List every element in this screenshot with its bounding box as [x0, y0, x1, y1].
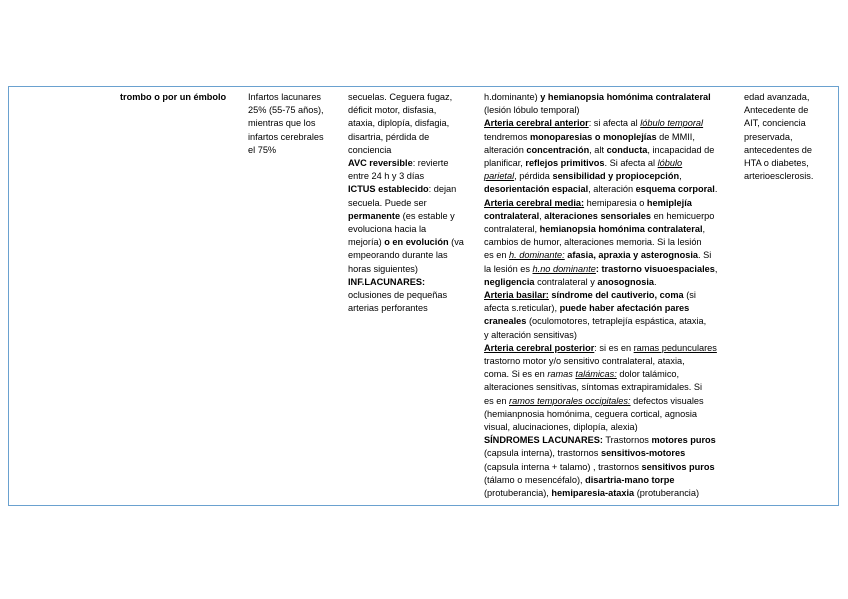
- cell-text: tendremos monoparesias o monoplejías de MMII,: [484, 131, 695, 142]
- cell-text: Antecedente de: [744, 105, 809, 116]
- cell-text: entre 24 h y 3 días: [348, 171, 425, 182]
- cell-text: Arteria cerebral posterior: si es en ramas pedunculares: [484, 342, 717, 353]
- cell-text: secuela. Puede ser: [348, 197, 427, 208]
- cell-text: afecta s.reticular), puede haber afectación pares: [484, 303, 690, 314]
- cell-text: el 75%: [248, 144, 277, 155]
- cell-text: edad avanzada,: [744, 92, 810, 102]
- cell-text: (protuberancia), hemiparesia-ataxia (protuberancia): [484, 488, 700, 499]
- cell-text: mientras que los: [248, 118, 316, 129]
- column-2: [248, 91, 342, 157]
- cell-text: Arteria basilar: síndrome del cautiverio, coma (si: [484, 290, 696, 301]
- cell-text: (lesión lóbulo temporal): [484, 105, 580, 116]
- cell-text: es en ramos temporales occipitales: defectos visuales: [484, 395, 704, 406]
- cell-text: la lesión es h.no dominante: trastorno visuoespaciales,: [484, 263, 718, 274]
- cell-text: es en h. dominante: afasia, apraxia y asterognosia. Si: [484, 250, 712, 261]
- cell-text: arterioesclerosis.: [744, 171, 814, 182]
- cell-text: desorientación espacial, alteración esquema corporal.: [484, 184, 718, 195]
- column-4: [484, 91, 746, 500]
- cell-text: (hemianpnosia homónima, ceguera cortical, agnosia: [484, 408, 697, 419]
- cell-text: contralateral, hemianopsia homónima contralateral,: [484, 224, 706, 235]
- cell-text: SÍNDROMES LACUNARES: Trastornos motores puros: [484, 435, 716, 446]
- cell-text: coma. Si es en ramas talámicas: dolor talámico,: [484, 369, 680, 380]
- cell-text: INF.LACUNARES:: [348, 276, 426, 287]
- cell-text: déficit motor, disfasia,: [348, 105, 437, 116]
- cell-text: planificar, reflejos primitivos. Si afecta al lóbulo: [484, 158, 683, 169]
- cell-text: ataxia, diplopía, disfagia,: [348, 118, 450, 129]
- cell-text: Arteria cerebral anterior: si afecta al lóbulo temporal: [484, 118, 704, 129]
- cell-text: infartos cerebrales: [248, 131, 324, 142]
- cell-text: cambios de humor, alteraciones memoria. Si la lesión: [484, 237, 702, 248]
- cell-text: preservada,: [744, 131, 793, 142]
- cell-text: trastorno motor y/o sensitivo contralateral, ataxia,: [484, 356, 685, 367]
- cell-text: arterias perforantes: [348, 303, 428, 314]
- cell-text: 25% (55-75 años),: [248, 105, 324, 116]
- cell-text: h.dominante) y hemianopsia homónima contralateral: [484, 92, 711, 102]
- cell-text: Infartos lacunares: [248, 92, 322, 102]
- cell-text: horas siguientes): [348, 263, 418, 274]
- cell-text: AIT, conciencia: [744, 118, 806, 129]
- cell-text: empeorando durante las: [348, 250, 448, 261]
- column-1: [120, 91, 248, 104]
- cell-text: HTA o diabetes,: [744, 158, 809, 169]
- cell-text: AVC reversible: revierte: [348, 158, 449, 169]
- column-3: [348, 91, 481, 315]
- cell-text: trombo o por un émbolo: [120, 92, 227, 102]
- cell-text: evoluciona hacia la: [348, 224, 427, 235]
- cell-text: parietal, pérdida sensibilidad y propiocepción,: [484, 171, 682, 182]
- cell-text: permanente (es estable y: [348, 210, 455, 221]
- cell-text: oclusiones de pequeñas: [348, 290, 448, 301]
- cell-text: disartria, pérdida de: [348, 131, 430, 142]
- content-table: [8, 86, 839, 506]
- cell-text: secuelas. Ceguera fugaz,: [348, 92, 453, 102]
- cell-text: alteración concentración, alt conducta, incapacidad de: [484, 144, 715, 155]
- cell-text: antecedentes de: [744, 144, 812, 155]
- cell-text: craneales (oculomotores, tetraplejía espástica, ataxia,: [484, 316, 707, 327]
- cell-text: (tálamo o mesencéfalo), disartria-mano torpe: [484, 474, 675, 485]
- cell-text: mejoría) o en evolución (va: [348, 237, 464, 248]
- cell-text: conciencia: [348, 144, 392, 155]
- cell-text: (capsula interna), trastornos sensitivos-motores: [484, 448, 686, 459]
- cell-text: alteraciones sensitivas, síntomas extrapiramidales. Si: [484, 382, 703, 393]
- cell-text: contralateral, alteraciones sensoriales en hemicuerpo: [484, 210, 715, 221]
- column-5: [744, 91, 836, 183]
- cell-text: Arteria cerebral media: hemiparesia o hemiplejía: [484, 197, 692, 208]
- cell-text: negligencia contralateral y anosognosia.: [484, 276, 657, 287]
- cell-text: visual, alucinaciones, diplopía, alexia): [484, 422, 638, 433]
- cell-text: ICTUS establecido: dejan: [348, 184, 457, 195]
- cell-text: y alteración sensitivas): [484, 329, 577, 340]
- cell-text: (capsula interna + talamo) , trastornos sensitivos puros: [484, 461, 715, 472]
